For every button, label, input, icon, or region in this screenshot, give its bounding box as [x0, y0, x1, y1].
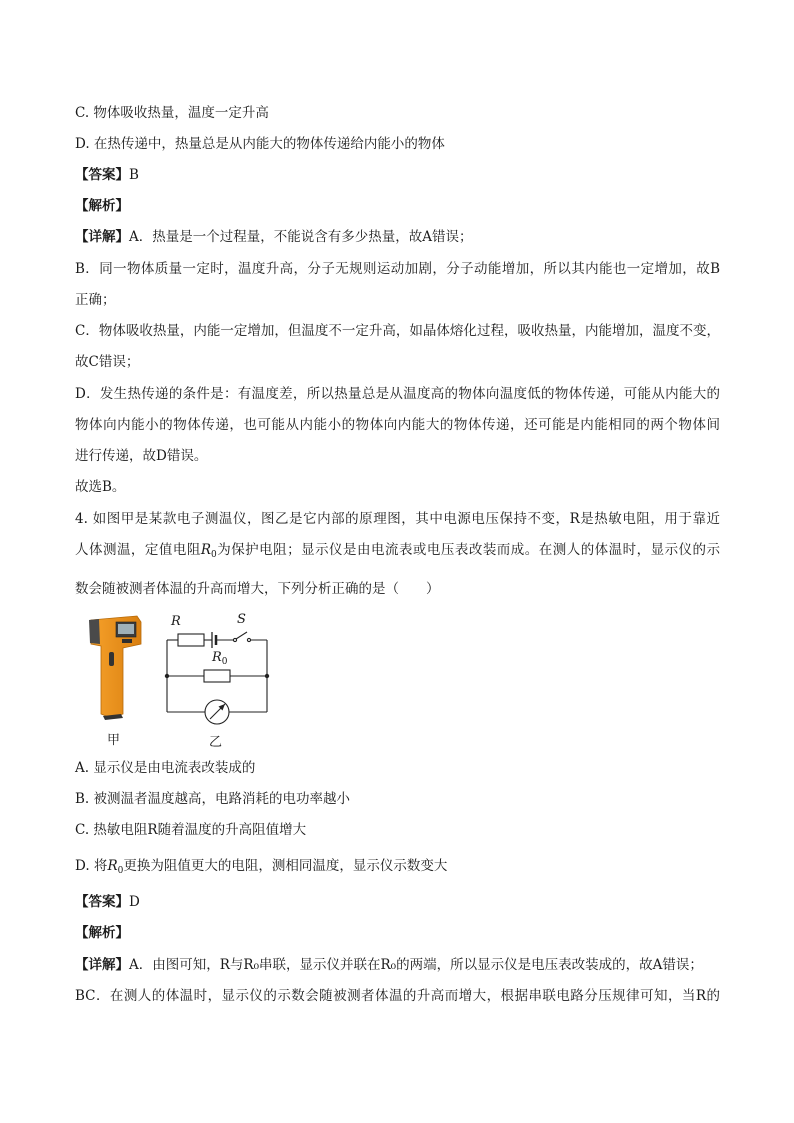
q4-option-d [75, 857, 447, 880]
q4-line2-post: 为保护电阻；显示仪是由电流表或电压表改装而成。在测人的体温时，显示仪的示 [216, 542, 721, 558]
detail-c-line2: 故C错误； [75, 354, 140, 370]
detail-d-line1: D．发生热传递的条件是：有温度差，所以热量总是从温度高的物体向温度低的物体传递，可能从内能大的 [75, 386, 720, 402]
q4-option-a: A. 显示仪是由电流表改装成的 [75, 760, 256, 776]
option-c: C. 物体吸收热量，温度一定升高 [75, 105, 269, 121]
detail-d-line3: 进行传递，故D错误。 [75, 448, 208, 464]
question4-line1: 4. 如图甲是某款电子测温仪，图乙是它内部的原理图，其中电源电压保持不变，R是热敏电阻，用于靠近 [75, 511, 720, 527]
label-r: R [171, 614, 181, 629]
q4-option-d-pre: D. 将 [75, 858, 108, 874]
r0-symbol-option: $R_0$ [107, 858, 124, 876]
q4-analysis-tag: 【解析】 [75, 925, 129, 941]
q4-detail-tag: 【详解】 [75, 957, 129, 973]
detail-a [75, 228, 473, 246]
question4-line3: 数会随被测者体温的升高而增大，下列分析正确的是（ ） [75, 581, 440, 597]
q4-line2-pre: 人体测温，定值电阻 [75, 542, 201, 558]
answer-line [75, 166, 139, 184]
q4-detail-a [75, 956, 703, 974]
label-yi: 乙 [209, 735, 223, 750]
q4-answer-value: D [129, 894, 140, 910]
q4-option-d-post: 更换为阻值更大的电阻，测相同温度，显示仪示数变大 [123, 858, 448, 874]
detail-b-line2: 正确； [75, 292, 116, 308]
answer-value: B [129, 167, 139, 183]
answer-tag: 【答案】 [75, 167, 129, 183]
q4-detail-bc: BC．在测人的体温时，显示仪的示数会随被测者体温的升高而增大，根据串联电路分压规律可知，当R的 [75, 988, 720, 1004]
detail-d-line2: 物体向内能小的物体传递，也可能从内能小的物体向内能大的物体传递，还可能是内能相同的两个物体间 [75, 417, 720, 433]
q4-answer-line [75, 893, 140, 911]
detail-tag: 【详解】 [75, 229, 129, 245]
q4-detail-a-text: A．由图可知，R与R₀串联，显示仪并联在R₀的两端，所以显示仪是电压表改装成的，故A错误； [129, 957, 703, 973]
label-s: S [237, 612, 246, 627]
q4-answer-tag: 【答案】 [75, 894, 129, 910]
detail-b-line1: B．同一物体质量一定时，温度升高，分子无规则运动加剧，分子动能增加，所以其内能也一定增加，故B [75, 261, 720, 277]
detail-c-line1: C．物体吸收热量，内能一定增加，但温度不一定升高，如晶体熔化过程，吸收热量，内能增加，温度不变， [75, 323, 720, 339]
conclusion: 故选B。 [75, 479, 126, 495]
question4-line2 [75, 541, 720, 564]
label-jia: 甲 [107, 733, 121, 748]
q4-option-c: C. 热敏电阻R随着温度的升高阻值增大 [75, 822, 307, 838]
r0-symbol: $R_0$ [200, 542, 217, 560]
question4-figure [85, 614, 285, 749]
detail-a-text: A．热量是一个过程量，不能说含有多少热量，故A错误； [129, 229, 473, 245]
q4-option-b: B. 被测温者温度越高，电路消耗的电功率越小 [75, 791, 351, 807]
label-r0: $R_0$ [212, 650, 228, 667]
analysis-tag: 【解析】 [75, 198, 129, 214]
option-d: D. 在热传递中，热量总是从内能大的物体传递给内能小的物体 [75, 136, 445, 152]
